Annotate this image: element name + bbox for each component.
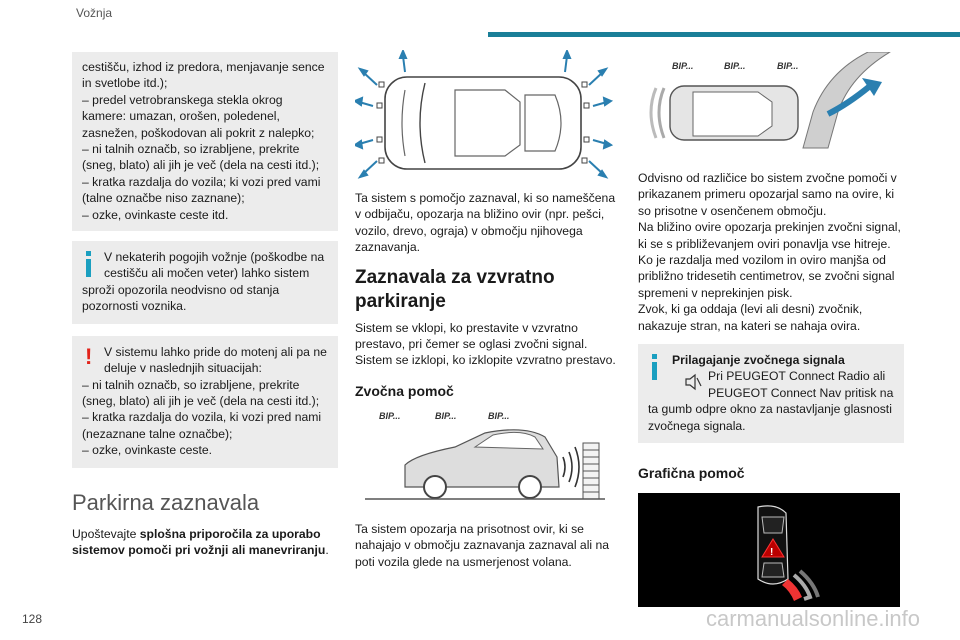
page-number: 128 bbox=[22, 612, 43, 626]
bip-label-1: BIP... bbox=[672, 61, 694, 71]
sensor-top-view-figure bbox=[355, 50, 621, 180]
svg-text:!: ! bbox=[770, 547, 774, 559]
speaker-icon bbox=[683, 372, 703, 392]
bip-label-1: BIP... bbox=[379, 410, 401, 421]
sound-adjust-title: Prilagajanje zvočnega signala bbox=[672, 353, 845, 368]
header-accent-bar bbox=[488, 32, 960, 37]
bip-label-2: BIP... bbox=[724, 61, 746, 71]
bip-label-3: BIP... bbox=[777, 61, 799, 71]
audible-assist-heading: Zvočna pomoč bbox=[355, 382, 454, 399]
intro-text-end: . bbox=[325, 542, 329, 557]
audible-assist-description: Ta sistem opozarja na prisotnost ovir, ki se nahajajo v območju zaznavanja zaznaval ali na poti vozila glede na usmerjenost volana. bbox=[355, 521, 610, 569]
watermark: carmanualsonline.info bbox=[706, 606, 921, 631]
info-icon bbox=[82, 251, 94, 277]
visual-assist-figure bbox=[638, 493, 900, 607]
warning-icon: ! bbox=[85, 343, 93, 369]
sound-adjust-note bbox=[638, 344, 904, 443]
info-note-rest: sproži opozorila neodvisno od stanja pozornosti voznika. bbox=[82, 282, 280, 314]
warning-note-first: V sistemu lahko pride do motenj ali pa ne deluje v naslednjih situacijah: bbox=[104, 344, 327, 376]
sound-adjust-rest: ta gumb odpre okno za nastavljanje glasnosti zvočnega signala. bbox=[648, 402, 892, 433]
intro-text bbox=[72, 526, 338, 559]
warning-note bbox=[72, 336, 338, 468]
conditions-text: cestišču, izhod iz predora, menjavanje sence in svetlobe itd.); – predel vetrobranskega stekla okrog kamere: umazan, orošen, poledenel, zasnežen, poškodovan ali pokrit z nalepko; – ni talnih označb, so izrabljene, prekrite (sneg, blato) ali jih je več (dela na cesti itd.); – kratka razdalja do vozila; ki vozi pred vami (talne označbe niso zaznane); – ozke, ovinkaste ceste itd. bbox=[82, 60, 325, 222]
info-icon bbox=[648, 354, 660, 380]
column-3 bbox=[638, 52, 904, 607]
sound-adjust-line2: PEUGEOT Connect Nav pritisk na bbox=[708, 385, 894, 400]
sensor-description: Ta sistem s pomočjo zaznaval, ki so nameščena v odbijaču, opozarja na bližino ovir (npr. pešci, vozilo, drevo, ograja) v območju njihovega zaznavanja. bbox=[355, 191, 616, 255]
rear-sensors-description: Sistem se vklopi, ko prestavite v vzvratno prestavo, pri čemer se oglasi zvočni signal. Sistem se izklopi, ko izklopite vzvratno prestavo. bbox=[355, 320, 616, 368]
shaded-zone-figure bbox=[638, 52, 904, 152]
column-2 bbox=[355, 50, 621, 570]
audible-assist-figure bbox=[355, 407, 621, 507]
bip-label-2: BIP... bbox=[435, 410, 457, 421]
shaded-zone-description: Odvisno od različice bo sistem zvočne pomoči v prikazanem primeru opozarjal samo na ovire, ki so prisotne v osenčenem območju. Na bližino ovire opozarja prekinjen zvočni signal, ki se s približevanjem oviri ponavlja vse hitreje. Ko je razdalja med vozilom in oviro manjša od približno tridesetih centimetrov, se zvočni signal spremeni v neprekinjen pisk. Zvok, ki ga oddaja (levi ali desni) zvočnik, nakazuje stran, na kateri se nahaja ovira. bbox=[638, 171, 901, 333]
info-note-first: V nekaterih pogojih vožnje (poškodbe na cestišču ali močen veter) lahko sistem bbox=[104, 250, 325, 281]
column-1 bbox=[72, 52, 338, 558]
bip-label-3: BIP... bbox=[488, 410, 510, 421]
conditions-box bbox=[72, 52, 338, 231]
visual-assist-heading: Grafična pomoč bbox=[638, 465, 745, 482]
section-title: Parkirna zaznavala bbox=[72, 489, 260, 515]
info-note bbox=[72, 241, 338, 324]
sound-adjust-line1: Pri PEUGEOT Connect Radio ali bbox=[708, 369, 886, 384]
intro-text-bold: splošna priporočila za uporabo sistemov pomoči pri vožnji ali manevriranju bbox=[72, 526, 326, 557]
page-header-title: Vožnja bbox=[76, 6, 113, 20]
rear-sensors-heading: Zaznavala za vzvratno parkiranje bbox=[355, 266, 555, 312]
warning-note-rest: – ni talnih označb, so izrabljene, prekrite (sneg, blato) ali jih je več (dela na cesti itd.); – kratka razdalja do vozila, ki vozi pred nami (nezaznane talne označbe); – ozke, ovinkaste ceste. bbox=[82, 377, 322, 458]
intro-text-start: Upoštevajte bbox=[72, 526, 140, 541]
